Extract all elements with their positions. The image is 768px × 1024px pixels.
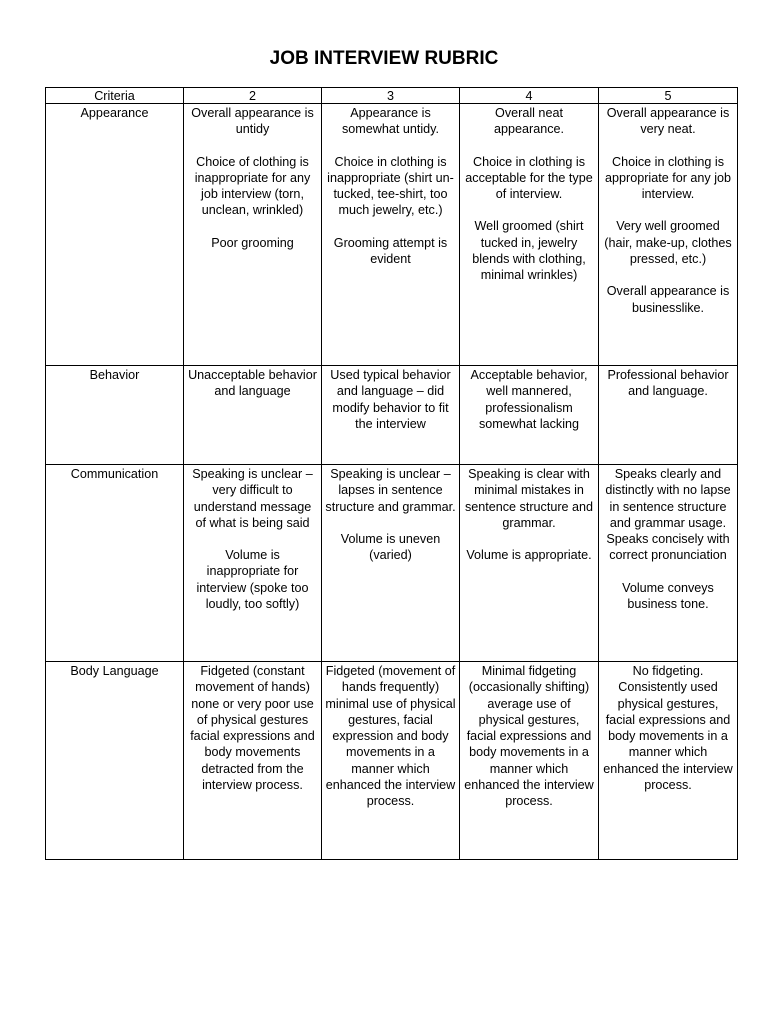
- score-cell: [599, 366, 738, 465]
- cell-paragraph: Fidgeted (constant movement of hands) none or very poor use of physical gestures facial expressions and body movements detracted from the interview process.: [190, 664, 315, 793]
- cell-paragraph: Volume is uneven (varied): [340, 531, 441, 563]
- score-cell: [460, 366, 599, 465]
- cell-paragraph: Speaking is clear with minimal mistakes in sentence structure and grammar.: [464, 467, 594, 530]
- criteria-cell: Behavior: [46, 366, 184, 465]
- score-cell: [460, 104, 599, 366]
- score-cell: [599, 104, 738, 366]
- cell-paragraph: Volume is appropriate.: [466, 548, 592, 563]
- cell-paragraph: Volume is inappropriate for interview (spoke too loudly, too softly): [196, 548, 309, 612]
- cell-paragraph: Used typical behavior and language – did modify behavior to fit the interview: [330, 368, 451, 431]
- score-cell: [184, 465, 322, 662]
- cell-paragraph: Minimal fidgeting (occasionally shifting) average use of physical gestures, facial expressions and body movements in a manner which enhanced the interview process.: [464, 664, 594, 809]
- cell-paragraph: Well groomed (shirt tucked in, jewelry blends with clothing, minimal wrinkles): [472, 219, 586, 283]
- cell-paragraph: Appearance is somewhat untidy.: [341, 106, 440, 137]
- cell-paragraph: Choice in clothing is inappropriate (shirt un-tucked, tee-shirt, too much jewelry, etc.): [327, 154, 454, 218]
- score-cell: [599, 465, 738, 662]
- score-cell: [184, 104, 322, 366]
- cell-paragraph: Speaking is unclear – lapses in sentence structure and grammar.: [325, 467, 456, 514]
- cell-paragraph: Volume conveys business tone.: [622, 580, 714, 612]
- criteria-cell: Body Language: [46, 662, 184, 860]
- score-cell: [322, 662, 460, 860]
- cell-paragraph: Choice in clothing is acceptable for the type of interview.: [465, 154, 593, 202]
- cell-paragraph: Very well groomed (hair, make-up, clothes pressed, etc.): [604, 219, 732, 267]
- cell-paragraph: Acceptable behavior, well mannered, professionalism somewhat lacking: [470, 368, 588, 431]
- cell-paragraph: Speaking is unclear – very difficult to understand message of what is being said: [192, 467, 313, 530]
- cell-paragraph: Choice in clothing is appropriate for any job interview.: [604, 154, 732, 202]
- cell-paragraph: Overall appearance is very neat.: [606, 106, 730, 137]
- score-cell: [460, 465, 599, 662]
- score-cell: [184, 662, 322, 860]
- cell-paragraph: Grooming attempt is evident: [333, 235, 448, 267]
- table-row: [46, 662, 738, 860]
- table-row: [46, 465, 738, 662]
- cell-paragraph: Speaks concisely with correct pronunciation: [606, 532, 730, 563]
- page-title: JOB INTERVIEW RUBRIC: [269, 48, 499, 69]
- cell-paragraph: No fidgeting. Consistently used physical gestures, facial expressions and body movements in a manner which enhanced the interview process.: [603, 664, 733, 793]
- score-cell: [322, 366, 460, 465]
- table-row: [46, 104, 738, 366]
- cell-paragraph: Fidgeted (movement of hands frequently) minimal use of physical gestures, facial expression and body movements in a manner which enhanced the interview process.: [325, 664, 456, 809]
- header-score-2: 2: [184, 88, 322, 104]
- cell-paragraph: Choice of clothing is inappropriate for any job interview (torn, unclean, wrinkled): [194, 154, 311, 218]
- cell-paragraph: Speaks clearly and distinctly with no lapse in sentence structure and grammar usage.: [605, 467, 731, 530]
- score-cell: [322, 104, 460, 366]
- cell-paragraph: Overall neat appearance.: [493, 106, 565, 137]
- cell-paragraph: Professional behavior and language.: [607, 368, 729, 399]
- cell-paragraph: Unacceptable behavior and language: [188, 368, 317, 399]
- cell-paragraph: Overall appearance is businesslike.: [606, 284, 730, 315]
- score-cell: [322, 465, 460, 662]
- score-cell: [460, 662, 599, 860]
- cell-paragraph: Overall appearance is untidy: [191, 106, 314, 137]
- header-score-5: 5: [599, 88, 738, 104]
- score-cell: [184, 366, 322, 465]
- cell-paragraph: Poor grooming: [211, 235, 294, 250]
- score-cell: [599, 662, 738, 860]
- criteria-cell: Communication: [46, 465, 184, 662]
- table-row: [46, 366, 738, 465]
- criteria-cell: Appearance: [46, 104, 184, 366]
- header-criteria: Criteria: [46, 88, 184, 104]
- header-score-3: 3: [322, 88, 460, 104]
- header-score-4: 4: [460, 88, 599, 104]
- rubric-table: [45, 87, 738, 860]
- header-row: [46, 88, 738, 104]
